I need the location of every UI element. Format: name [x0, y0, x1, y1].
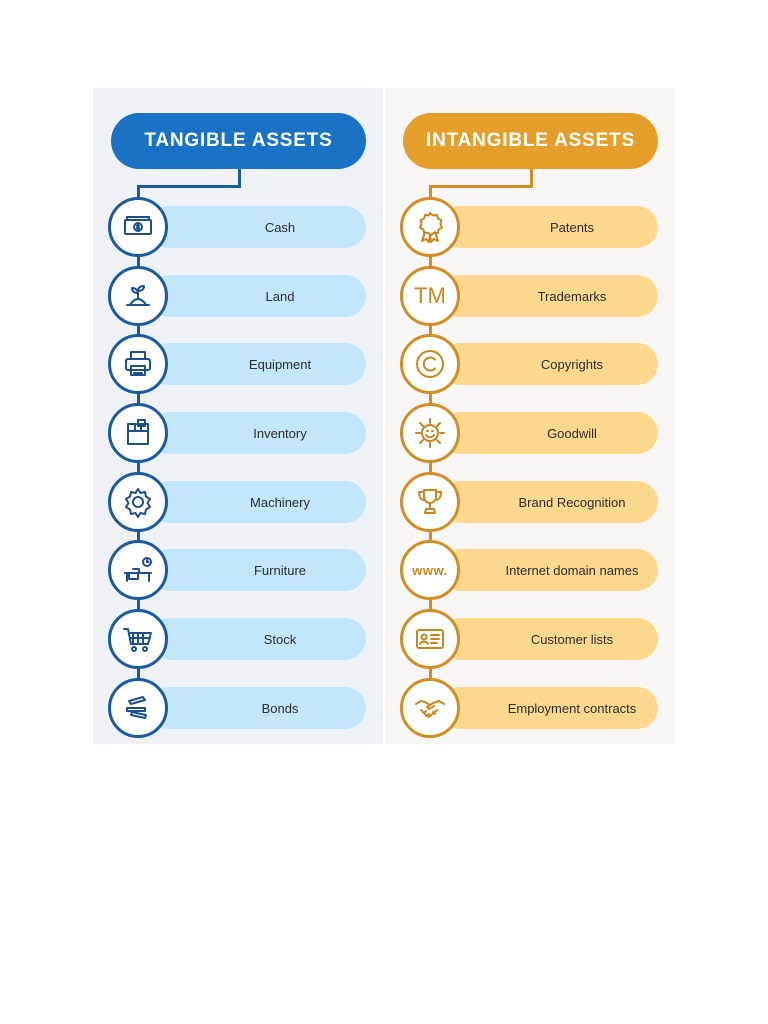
- asset-label: Inventory: [253, 425, 307, 441]
- asset-label: Machinery: [250, 494, 310, 510]
- trademark-icon: [400, 266, 460, 326]
- gear-icon: [108, 472, 168, 532]
- asset-label: Cash: [264, 219, 296, 235]
- asset-label: Bonds: [261, 700, 299, 716]
- header-connector: [238, 169, 241, 186]
- asset-item-furniture: [108, 540, 368, 600]
- www-glyph: www.: [412, 562, 448, 578]
- cash-icon: [108, 197, 168, 257]
- asset-item-customer-lists: [400, 609, 660, 669]
- asset-item-inventory: [108, 403, 368, 463]
- asset-label: Goodwill: [547, 425, 597, 441]
- asset-item-machinery: [108, 472, 368, 532]
- trademark-glyph: TM: [414, 283, 446, 308]
- www-icon: [400, 540, 460, 600]
- trophy-icon: [400, 472, 460, 532]
- asset-label: Equipment: [248, 356, 312, 372]
- tangible-assets-panel: [93, 88, 383, 744]
- asset-label: Internet domain names: [505, 562, 639, 578]
- award-ribbon-icon: [400, 197, 460, 257]
- stack-icon: [108, 678, 168, 738]
- asset-label: Customer lists: [530, 631, 614, 647]
- asset-label: Patents: [549, 219, 595, 235]
- asset-label: Trademarks: [537, 288, 607, 304]
- desk-icon: [108, 540, 168, 600]
- asset-item-stock: [108, 609, 368, 669]
- copyright-icon: [400, 334, 460, 394]
- asset-item-cash: [108, 197, 368, 257]
- header-connector: [530, 169, 533, 186]
- cart-icon: [108, 609, 168, 669]
- intangible-assets-panel: [385, 88, 675, 744]
- asset-label: Copyrights: [540, 356, 604, 372]
- asset-item-brand-recognition: [400, 472, 660, 532]
- asset-item-equipment: [108, 334, 368, 394]
- sun-smile-icon: [400, 403, 460, 463]
- plant-icon: [108, 266, 168, 326]
- asset-item-goodwill: [400, 403, 660, 463]
- handshake-icon: [400, 678, 460, 738]
- asset-label: Brand Recognition: [518, 494, 626, 510]
- asset-label: Land: [265, 288, 295, 304]
- intangible-assets-header: INTANGIBLE ASSETS: [403, 113, 658, 169]
- asset-label: Furniture: [253, 562, 307, 578]
- box-icon: [108, 403, 168, 463]
- asset-item-bonds: [108, 678, 368, 738]
- asset-item-internet-domain-names: [400, 540, 660, 600]
- asset-label: Employment contracts: [507, 700, 637, 716]
- asset-item-copyrights: [400, 334, 660, 394]
- printer-icon: [108, 334, 168, 394]
- asset-item-trademarks: [400, 266, 660, 326]
- tangible-assets-header: TANGIBLE ASSETS: [111, 113, 366, 169]
- asset-item-patents: [400, 197, 660, 257]
- header-connector-horizontal: [137, 185, 241, 188]
- header-connector-horizontal: [429, 185, 533, 188]
- asset-item-land: [108, 266, 368, 326]
- asset-label: Stock: [263, 631, 297, 647]
- id-card-icon: [400, 609, 460, 669]
- asset-item-employment-contracts: [400, 678, 660, 738]
